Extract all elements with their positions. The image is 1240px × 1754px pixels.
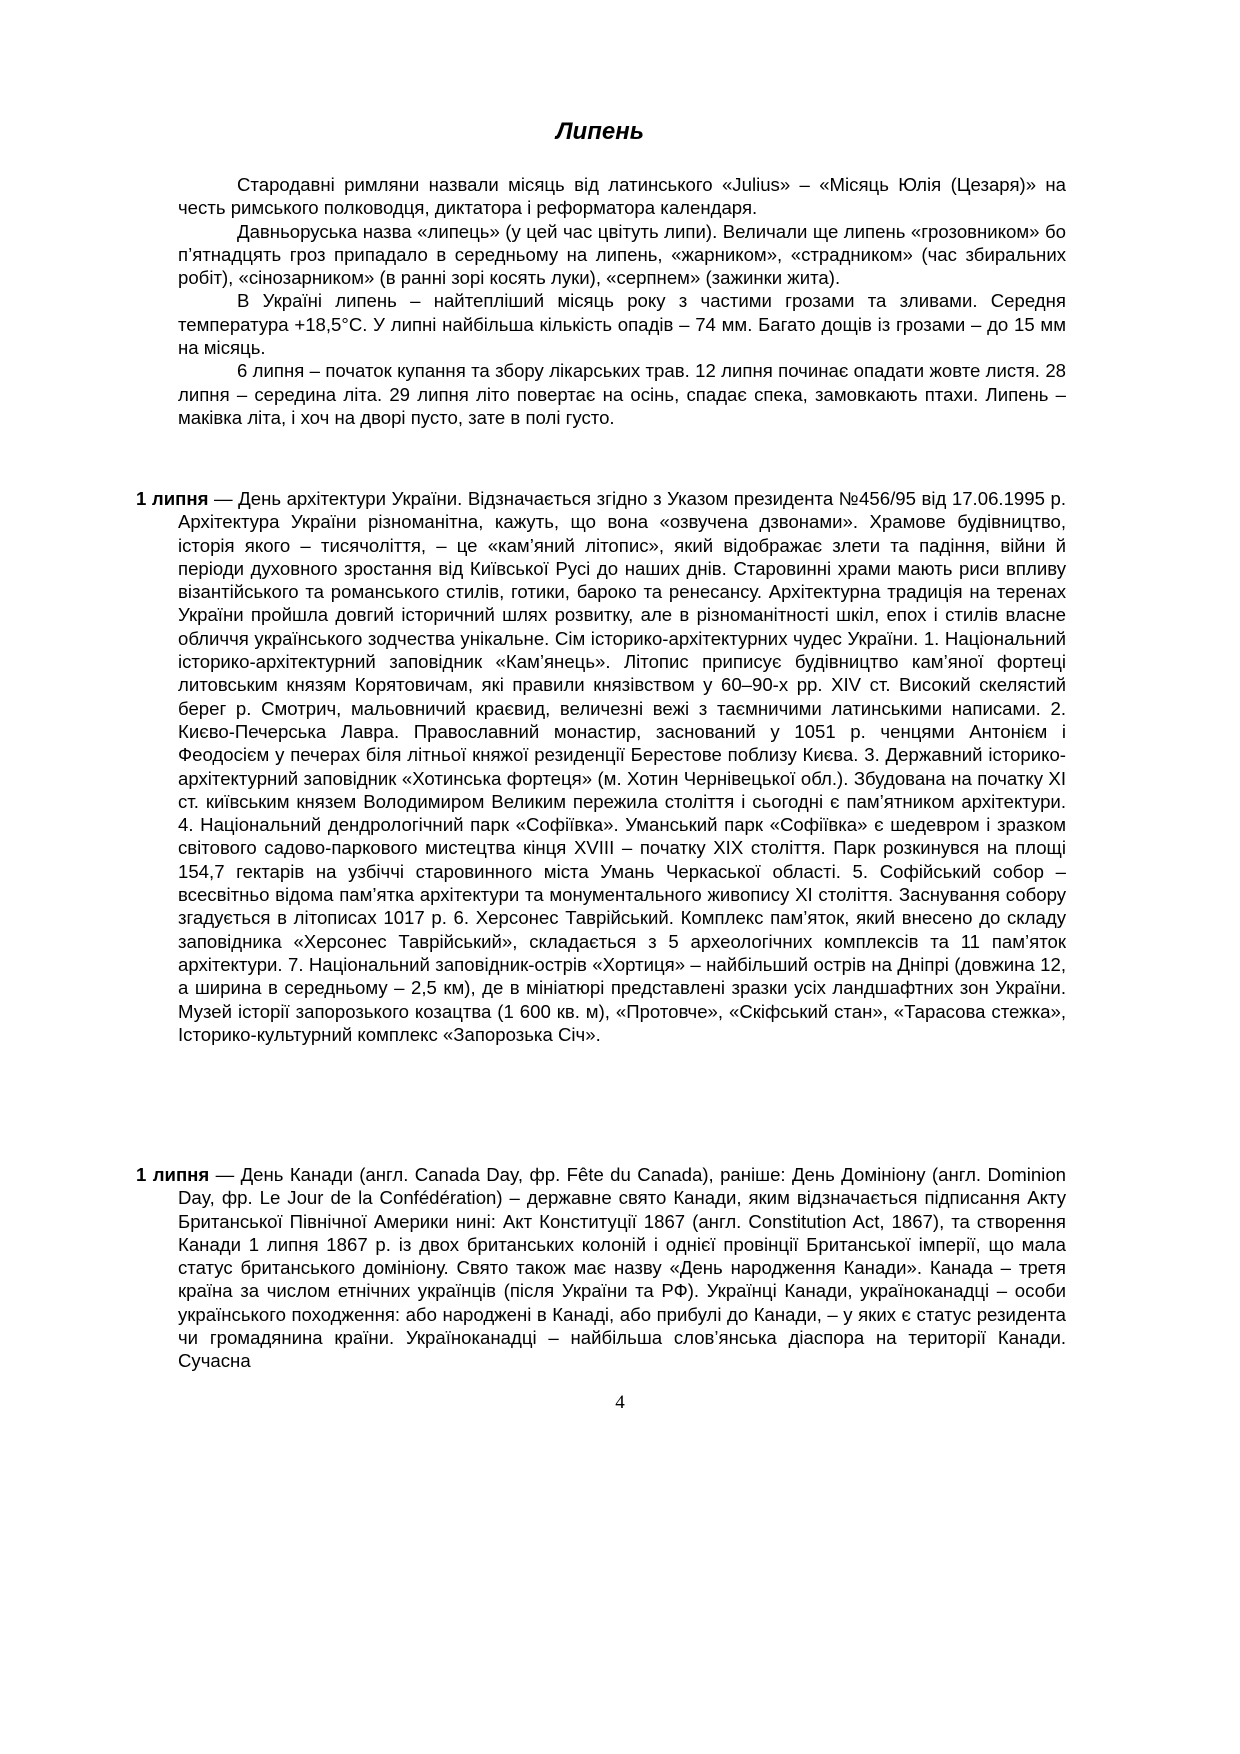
calendar-entry — [136, 1163, 1066, 1373]
entry-text: — День архітектури України. Відзначається згідно з Указом президента №456/95 від 17.06.1995 р. Архітектура України різноманітна, кажуть, що вона «озвучена дзвонами». Храмове будівництво, історія якого – тисячоліття, – це «кам’яний літопис», який відображає злети та падіння, війни й періоди духовного зростання від Київської Русі до наших днів. Старовинні храми мають риси впливу візантійського та романського стилів, готики, бароко та ренесансу. Архітектурна традиція на теренах України пройшла довгий історичний шлях розвитку, але в різноманітності шкіл, епох і стилів власне обличчя українського зодчества унікальне. Сім історико-архітектурних чудес України. 1. Національний історико-архітектурний заповідник «Кам’янець». Літопис приписує будівництво кам’яної фортеці литовським князям Корятовичам, які правили князівством у 60–90-х рр. XIV ст. Високий скелястий берег р. Смотрич, мальовничий краєвид, величезні вежі з таємничими латинськими написами. 2. Києво-Печерська Лавра. Православний монастир, заснований у 1051 р. ченцями Антонієм і Феодосієм у печерах біля літньої княжої резиденції Берестове поблизу Києва. 3. Державний історико-архітектурний заповідник «Хотинська фортеця» (м. Хотин Чернівецької обл.). Збудована на початку XI ст. київським князем Володимиром Великим пережила століття і сьогодні є пам’ятником архітектури. 4. Національний дендрологічний парк «Софіївка». Уманський парк «Софіївка» є шедевром і зразком світового садово-паркового мистецтва кінця XVIII – початку XIX століття. Парк розкинувся на площі 154,7 гектарів на узбіччі старовинного міста Умань Черкаської області. 5. Софійський собор – всесвітньо відома пам’ятка архітектури та монументального живопису XI століття. Заснування собору згадується в літописах 1017 р. 6. Херсонес Таврійський. Комплекс пам’яток, який внесено до складу заповідника «Херсонес Таврійський», складається з 5 археологічних комплексів та 11 пам’яток архітектури. 7. Національний заповідник-острів «Хортиця» – найбільший острів на Дніпрі (довжина 12, а ширина в середньому – 2,5 км), де в мініатюрі представлені зразки усіх ландшафтних зон України. Музей історії запорозького козацтва (1 600 кв. м), «Протовче», «Скіфський стан», «Тарасова стежка», Історико-культурний комплекс «Запорозька Січ». — [178, 488, 1066, 1045]
entry-date: 1 липня — [136, 1164, 210, 1185]
intro-paragraph: Давньоруська назва «липець» (у цей час цвітуть липи). Величали ще липень «грозовником» бо п’ятнадцять гроз припадало в середньому на липень, «жарником», «страдником» (час збиральних робіт), «сінозарником» (в ранні зорі косять луки), «серпнем» (зажинки жита). — [178, 220, 1066, 289]
intro-section — [178, 173, 1066, 429]
intro-paragraph: Стародавні римляни назвали місяць від латинського «Julius» – «Місяць Юлія (Цезаря)» на честь римського полководця, диктатора і реформатора календаря. — [178, 174, 1066, 219]
entry-text: — День Канади (англ. Canada Day, фр. Fête du Canada), раніше: День Домініону (англ. Dominion Day, фр. Le Jour de la Confédération) – державне свято Канади, яким відзначається підписання Акту Британської Північної Америки нині: Акт Конституції 1867 (англ. Constitution Act, 1867), та створення Канади 1 липня 1867 р. із двох британських колоній і однієї провінції Британської імперії, що мала статус британського домініону. Свято також має назву «День народження Канади». Канада – третя країна за числом етнічних українців (після України та РФ). Українці Канади, україноканадці – особи українського походження: або народжені в Канаді, або прибулі до Канади, – у яких є статус резидента чи громадянина країни. Українoканадці – найбільша слов’янська діаспора на території Канади. Сучасна — [178, 1164, 1066, 1372]
page-number: 4 — [615, 1392, 625, 1413]
intro-paragraph: 6 липня – початок купання та збору лікарських трав. 12 липня починає опадати жовте листя. 28 липня – середина літа. 29 липня літо повертає на осінь, спадає спека, замовкають птахи. Липень – маківка літа, і хоч на дворі пусто, зате в полі густо. — [178, 360, 1066, 428]
page-title: Липень — [556, 118, 644, 145]
intro-paragraph: В Україні липень – найтепліший місяць року з частими грозами та зливами. Середня температура +18,5°С. У липні найбільша кількість опадів – 74 мм. Багато дощів із грозами – до 15 мм на місяць. — [178, 290, 1066, 359]
entry-paragraph — [136, 1163, 1066, 1373]
entry-paragraph — [136, 487, 1066, 1046]
calendar-entry — [136, 487, 1066, 1046]
entry-date: 1 липня — [136, 488, 209, 509]
